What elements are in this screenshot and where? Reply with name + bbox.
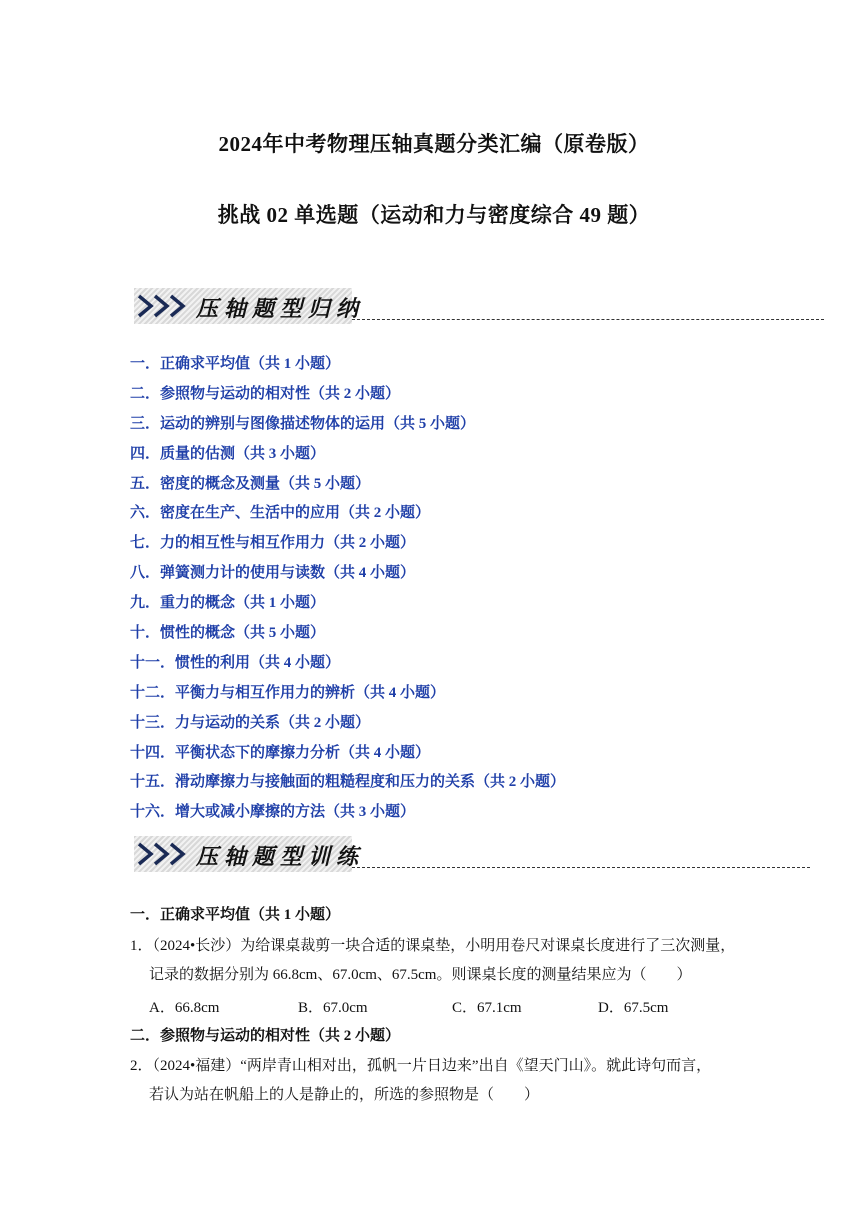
dashed-divider — [352, 867, 810, 868]
topic-link[interactable]: 六．密度在生产、生活中的应用（共 2 小题） — [130, 505, 431, 522]
option-b[interactable]: B．67.0cm — [298, 1000, 368, 1016]
document-subtitle: 挑战 02 单选题（运动和力与密度综合 49 题） — [217, 203, 651, 227]
banner-label: 压轴题型训练 — [196, 844, 365, 870]
section-banner-practice — [134, 836, 810, 872]
option-c[interactable]: C．67.1cm — [452, 1000, 522, 1016]
section-heading: 二．参照物与运动的相对性（共 2 小题） — [130, 1028, 401, 1044]
dashed-divider — [352, 319, 824, 320]
section-banner-summary — [134, 288, 824, 324]
topic-link[interactable]: 九．重力的概念（共 1 小题） — [130, 595, 326, 612]
banner-label: 压轴题型归纳 — [196, 296, 365, 322]
topic-link[interactable]: 五．密度的概念及测量（共 5 小题） — [130, 475, 371, 492]
topic-link[interactable]: 一．正确求平均值（共 1 小题） — [130, 356, 341, 372]
topic-link[interactable]: 三．运动的辨别与图像描述物体的运用（共 5 小题） — [130, 415, 476, 432]
topic-link[interactable]: 十三．力与运动的关系（共 2 小题） — [130, 714, 371, 731]
topic-link[interactable]: 十．惯性的概念（共 5 小题） — [130, 625, 326, 642]
topic-link[interactable]: 八．弹簧测力计的使用与读数（共 4 小题） — [130, 565, 416, 582]
question-1-text-cont: 记录的数据分别为 66.8cm、67.0cm、67.5cm。则课桌长度的测量结果应为（ ） — [149, 967, 692, 983]
option-d[interactable]: D．67.5cm — [598, 1000, 669, 1016]
question-2-text: 2．（2024•福建）“两岸青山相对出，孤帆一片日边来”出自《望天门山》。就此诗句而言， — [130, 1058, 712, 1074]
topic-list — [130, 352, 565, 830]
topic-link[interactable]: 十二．平衡力与相互作用力的辨析（共 4 小题） — [130, 684, 446, 701]
topic-link[interactable]: 四．质量的估测（共 3 小题） — [130, 445, 326, 462]
section-heading: 一．正确求平均值（共 1 小题） — [130, 907, 341, 923]
topic-link[interactable]: 十五．滑动摩擦力与接触面的粗糙程度和压力的关系（共 2 小题） — [130, 774, 566, 791]
topic-link[interactable]: 二．参照物与运动的相对性（共 2 小题） — [130, 385, 401, 402]
topic-link[interactable]: 十一．惯性的利用（共 4 小题） — [130, 654, 341, 671]
question-2-text-cont: 若认为站在帆船上的人是静止的，所选的参照物是（ ） — [149, 1087, 540, 1103]
topic-link[interactable]: 七．力的相互性与相互作用力（共 2 小题） — [130, 535, 416, 552]
question-1-text: 1．（2024•长沙）为给课桌裁剪一块合适的课桌垫，小明用卷尺对课桌长度进行了三次测量， — [130, 938, 736, 954]
topic-link[interactable]: 十六．增大或减小摩擦的方法（共 3 小题） — [130, 804, 416, 821]
triple-arrow-icon — [136, 841, 190, 867]
document-title: 2024年中考物理压轴真题分类汇编（原卷版） — [218, 132, 650, 156]
option-a[interactable]: A．66.8cm — [149, 1000, 220, 1016]
topic-link[interactable]: 十四．平衡状态下的摩擦力分析（共 4 小题） — [130, 744, 431, 761]
triple-arrow-icon — [136, 293, 190, 319]
